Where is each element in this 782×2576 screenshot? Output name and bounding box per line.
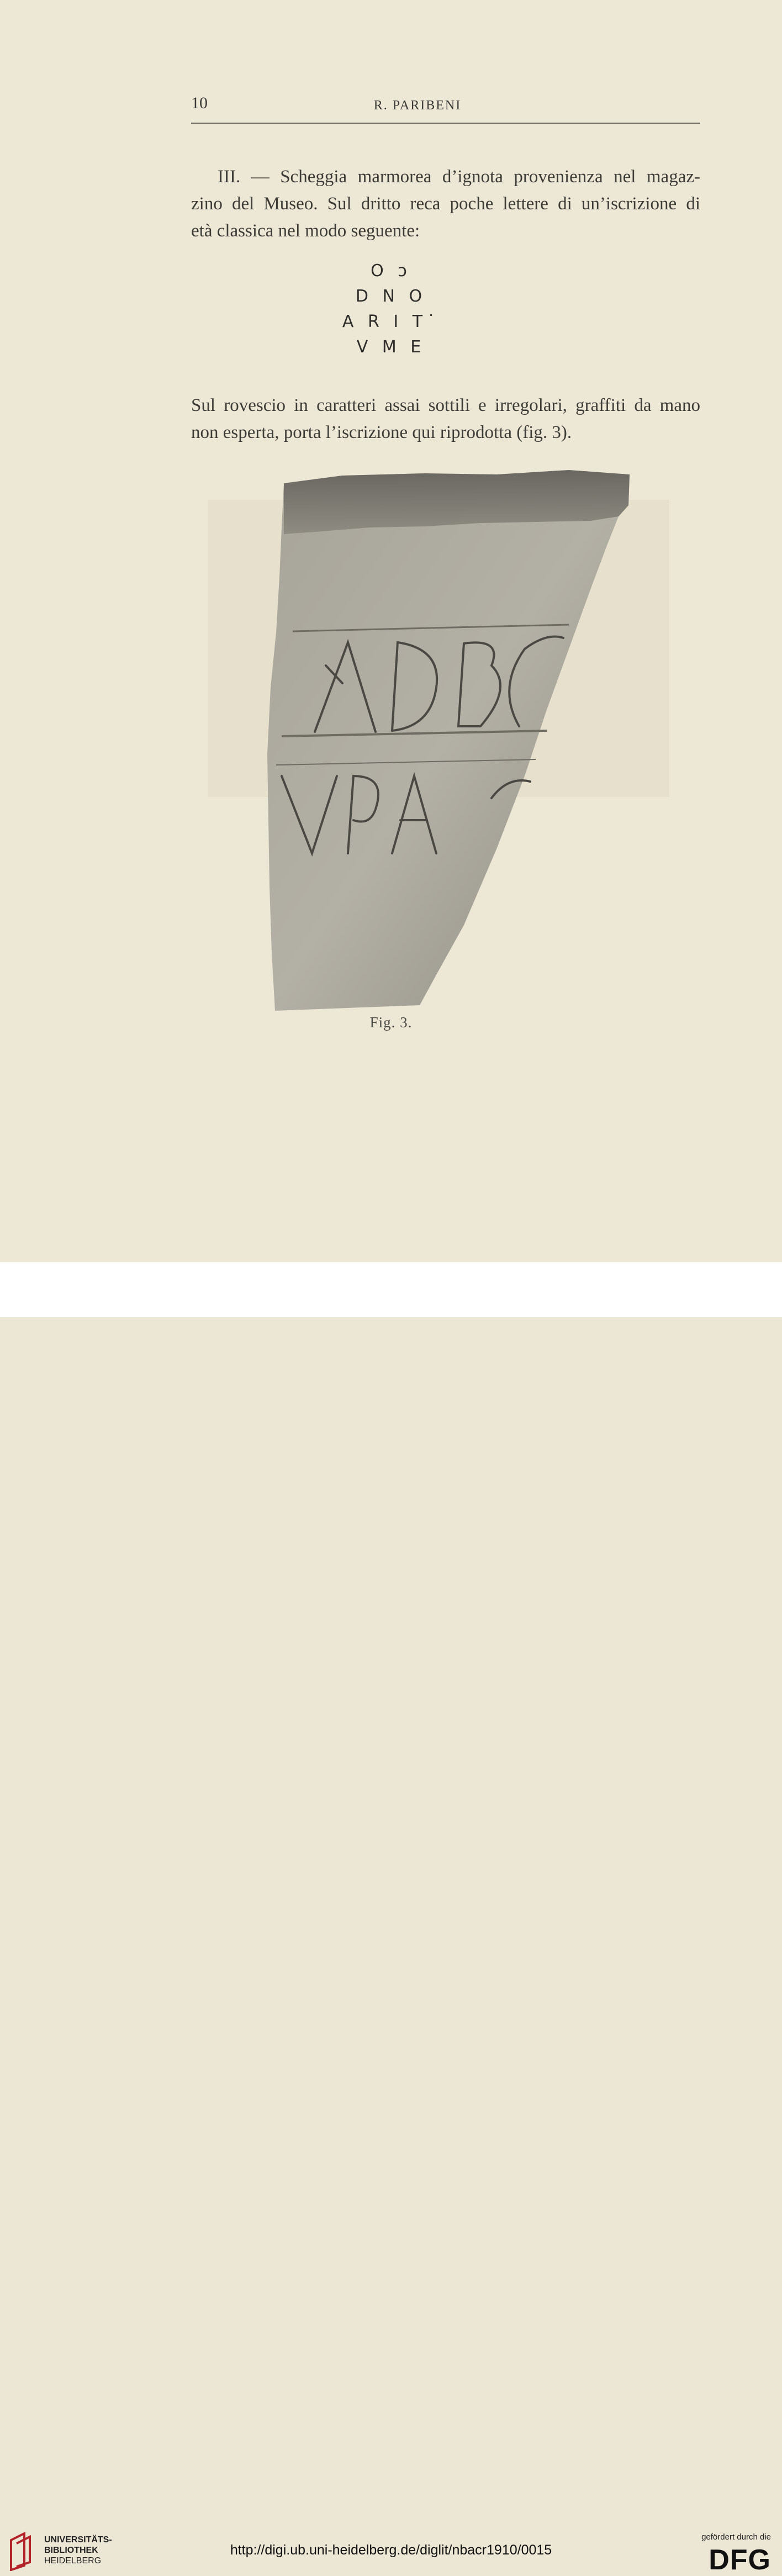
dfg-logo: DFG <box>709 2544 771 2576</box>
page-number: 10 <box>191 94 208 112</box>
inscription-line: O ͻ <box>371 261 411 281</box>
scanned-page <box>0 0 782 1262</box>
inscription-transcription <box>0 258 782 360</box>
library-name-line: BIBLIOTHEK <box>44 2546 98 2555</box>
permalink-url[interactable]: http://digi.ub.uni-heidelberg.de/diglit/nbacr1910/0015 <box>230 2542 552 2558</box>
inscription-line: A R I T˙ <box>342 312 440 331</box>
library-name-line: HEIDELBERG <box>44 2556 102 2566</box>
paragraph-reverse <box>191 392 700 446</box>
library-name-line: UNIVERSITÄTS- <box>44 2535 112 2545</box>
text-line: età classica nel modo seguente: <box>191 221 420 241</box>
marble-fragment-photo <box>260 467 635 1013</box>
text-line: non esperta, porta l’iscrizione qui riprodotta (fig. 3). <box>191 423 572 442</box>
header-rule <box>191 123 700 124</box>
text-line: Sul rovescio in caratteri assai sottili e irregolari, graffiti da mano <box>191 395 700 415</box>
digitization-footer <box>0 1262 782 2576</box>
inscription-line: D N O <box>355 287 427 306</box>
fragment-body <box>267 470 630 1011</box>
text-line: zino del Museo. Sul dritto reca poche lettere di un’iscrizione di <box>191 194 700 214</box>
paragraph-intro <box>191 163 700 245</box>
text-line: III. — Scheggia marmorea d’ignota provenienza nel magaz- <box>218 167 700 187</box>
inscription-line: V M E <box>356 337 426 357</box>
figure-caption: Fig. 3. <box>369 1014 413 1031</box>
running-head-author: R. PARIBENI <box>373 98 462 113</box>
funding-note: gefördert durch die <box>701 2532 771 2542</box>
